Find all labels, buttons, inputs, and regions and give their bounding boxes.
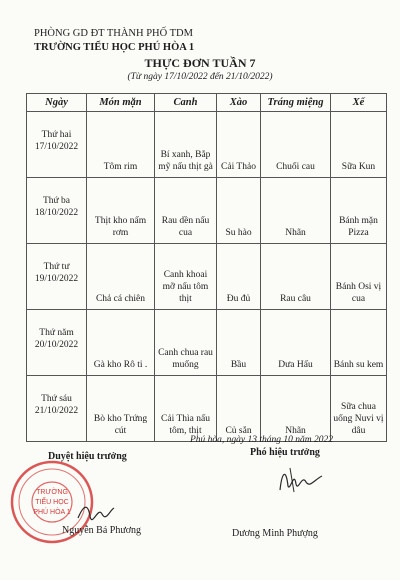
main-dish-cell: Tôm rim xyxy=(87,112,155,178)
main-dish-cell: Thịt kho nấm rơm xyxy=(87,178,155,244)
soup-cell: Canh khoai mỡ nấu tôm thịt xyxy=(155,244,217,310)
column-header: Tráng miệng xyxy=(261,94,331,112)
svg-text:TRƯỜNG: TRƯỜNG xyxy=(36,489,68,496)
day-cell xyxy=(27,244,87,310)
snack-cell: Bánh su kem xyxy=(331,310,387,376)
table-row xyxy=(27,112,387,178)
vice-principal-name: Dương Minh Phượng xyxy=(232,528,318,539)
soup-cell: Cải Thìa nấu tôm, thịt xyxy=(155,376,217,442)
menu-table xyxy=(26,93,387,442)
day-cell xyxy=(27,178,87,244)
column-header: Ngày xyxy=(27,94,87,112)
day-date: 18/10/2022 xyxy=(34,207,79,218)
principal-name: Nguyễn Bá Phương xyxy=(62,525,142,536)
day-name: Thứ ba xyxy=(42,195,71,206)
stir-fry-cell: Đu đủ xyxy=(217,244,261,310)
date-range: (Từ ngày 17/10/2022 đến 21/10/2022) xyxy=(127,72,273,82)
column-header: Xào xyxy=(217,94,261,112)
main-dish-cell: Bò kho Trứng cút xyxy=(87,376,155,442)
day-name: Thứ năm xyxy=(39,327,74,338)
day-cell xyxy=(27,112,87,178)
day-date: 20/10/2022 xyxy=(34,339,79,350)
dessert-cell: Dưa Hấu xyxy=(261,310,331,376)
stir-fry-cell: Cải Thảo xyxy=(217,112,261,178)
day-date: 19/10/2022 xyxy=(34,273,79,284)
snack-cell: Bánh mặn Pizza xyxy=(331,178,387,244)
school-name: TRƯỜNG TIỂU HỌC PHÚ HÒA 1 xyxy=(34,42,195,53)
day-date: 17/10/2022 xyxy=(34,141,79,152)
dessert-cell: Chuối cau xyxy=(261,112,331,178)
page-title: THỰC ĐƠN TUẦN 7 xyxy=(144,56,256,70)
day-name: Thứ hai xyxy=(41,129,72,140)
snack-cell: Sữa Kun xyxy=(331,112,387,178)
table-row xyxy=(27,244,387,310)
snack-cell: Sữa chua uống Nuvi vị dâu xyxy=(331,376,387,442)
principal-title: Duyệt hiệu trưởng xyxy=(48,451,127,462)
column-header: Xế xyxy=(331,94,387,112)
svg-text:PHÚ HÒA 1: PHÚ HÒA 1 xyxy=(33,509,71,516)
day-cell xyxy=(27,310,87,376)
table-header-row xyxy=(27,94,387,112)
place-date: Phú hòa, ngày 13 tháng 10 năm 2022 xyxy=(190,435,334,445)
stir-fry-cell: Su hào xyxy=(217,178,261,244)
principal-signature-icon xyxy=(76,500,116,524)
soup-cell: Rau dền nấu cua xyxy=(155,178,217,244)
stir-fry-cell: Bầu xyxy=(217,310,261,376)
column-header: Canh xyxy=(155,94,217,112)
main-dish-cell: Gà kho Rô ti . xyxy=(87,310,155,376)
vice-principal-signature-icon xyxy=(276,462,326,498)
dessert-cell: Nhãn xyxy=(261,178,331,244)
department-name: PHÒNG GD ĐT THÀNH PHỐ TDM xyxy=(34,28,193,39)
table-row xyxy=(27,310,387,376)
soup-cell: Bí xanh, Bắp mỹ nấu thịt gà xyxy=(155,112,217,178)
table-row xyxy=(27,178,387,244)
column-header: Món mặn xyxy=(87,94,155,112)
table-row xyxy=(27,376,387,442)
main-dish-cell: Chả cá chiên xyxy=(87,244,155,310)
snack-cell: Bánh Osi vị cua xyxy=(331,244,387,310)
dessert-cell: Nhãn xyxy=(261,376,331,442)
dessert-cell: Rau câu xyxy=(261,244,331,310)
vice-principal-title: Phó hiệu trưởng xyxy=(250,447,320,458)
day-name: Thứ tư xyxy=(43,261,70,272)
soup-cell: Canh chua rau muống xyxy=(155,310,217,376)
day-cell xyxy=(27,376,87,442)
stir-fry-cell: Củ sắn xyxy=(217,376,261,442)
day-name: Thứ sáu xyxy=(41,393,72,404)
day-date: 21/10/2022 xyxy=(34,405,79,416)
svg-text:TIỂU HỌC: TIỂU HỌC xyxy=(35,499,69,506)
